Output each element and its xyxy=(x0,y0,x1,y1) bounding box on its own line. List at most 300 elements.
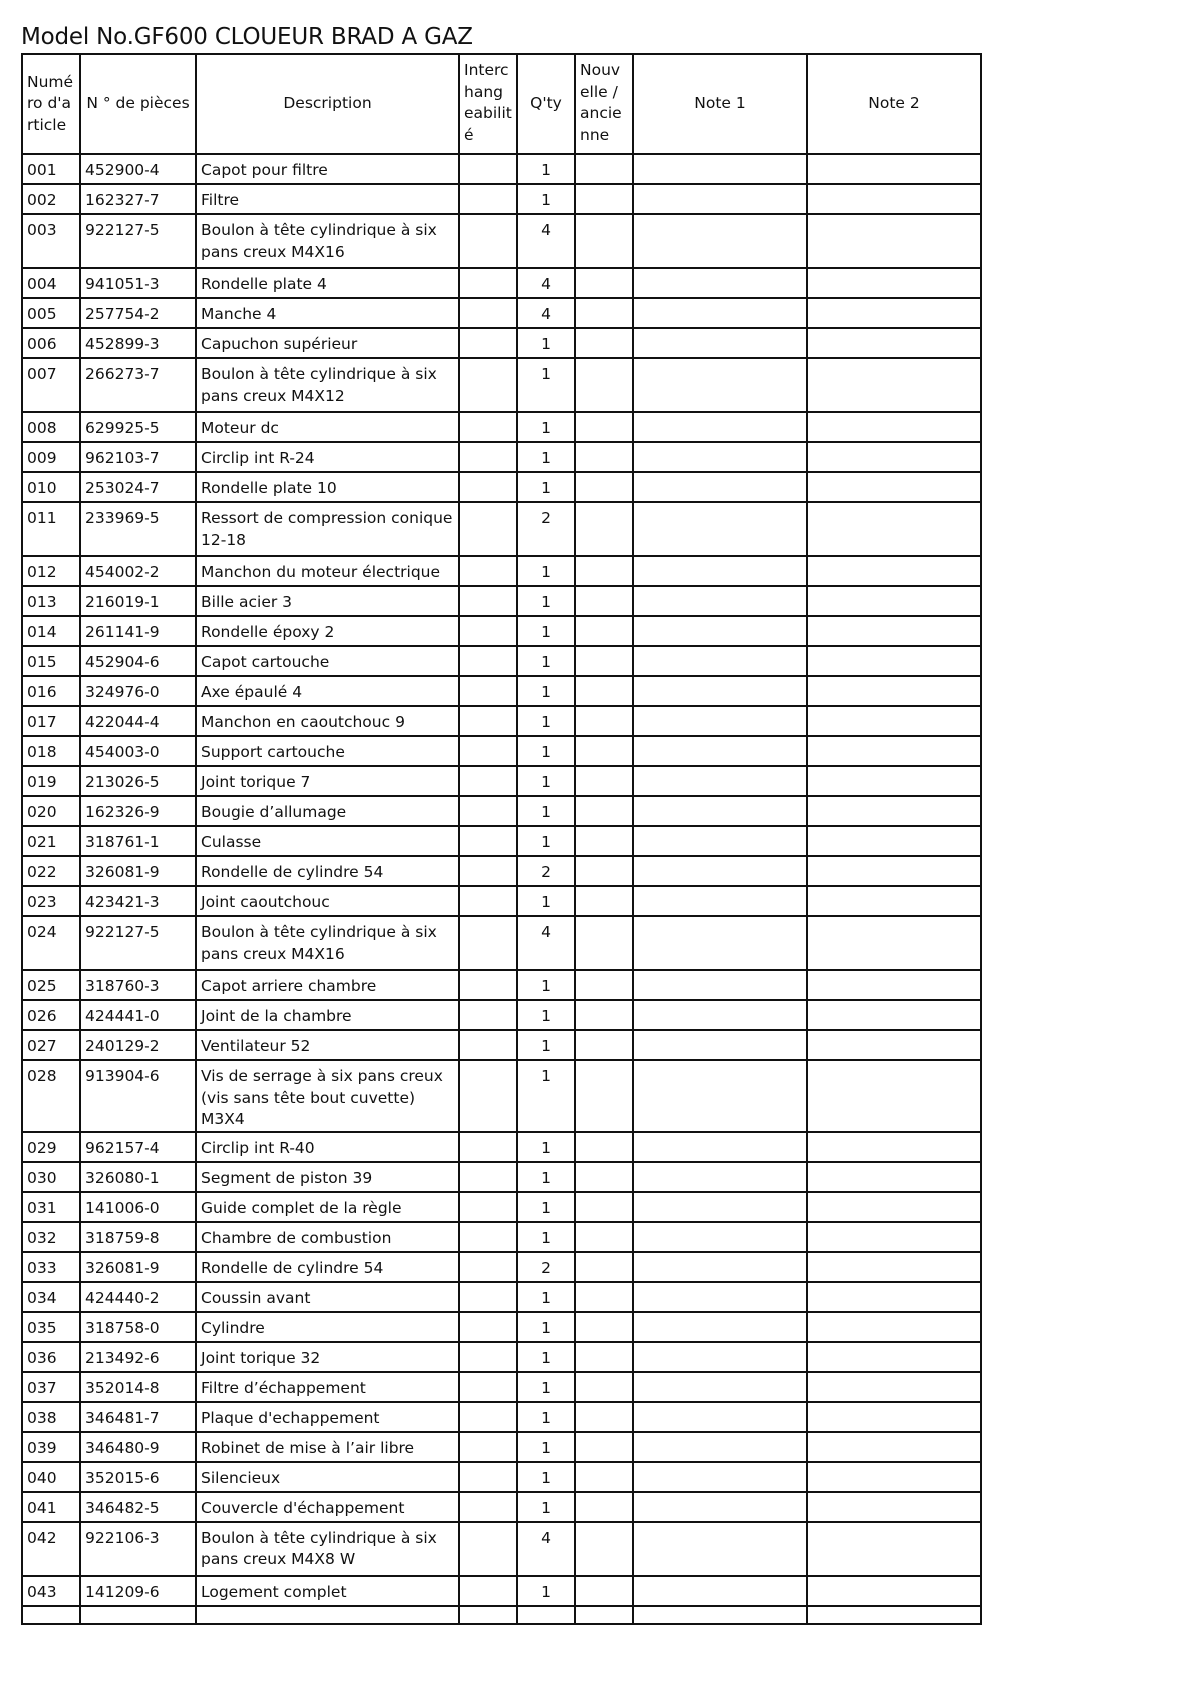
cell-part-number: 326081-9 xyxy=(80,1252,196,1282)
table-row xyxy=(22,1132,981,1162)
cell-interchangeability xyxy=(459,1342,517,1372)
cell-note-1 xyxy=(633,412,807,442)
cell-quantity: 1 xyxy=(517,1192,575,1222)
cell-note-1 xyxy=(633,970,807,1000)
empty-cell xyxy=(517,1606,575,1624)
cell-note-1 xyxy=(633,328,807,358)
cell-item-number: 030 xyxy=(22,1162,80,1192)
table-row xyxy=(22,154,981,184)
cell-note-2 xyxy=(807,916,981,970)
cell-note-1 xyxy=(633,184,807,214)
table-row xyxy=(22,358,981,412)
cell-item-number: 023 xyxy=(22,886,80,916)
cell-part-number: 324976-0 xyxy=(80,676,196,706)
cell-quantity: 1 xyxy=(517,676,575,706)
cell-item-number: 002 xyxy=(22,184,80,214)
cell-new-old xyxy=(575,1030,633,1060)
cell-item-number: 003 xyxy=(22,214,80,268)
table-row xyxy=(22,1462,981,1492)
cell-new-old xyxy=(575,556,633,586)
cell-new-old xyxy=(575,1000,633,1030)
cell-description: Logement complet xyxy=(196,1576,459,1606)
cell-quantity: 1 xyxy=(517,1000,575,1030)
cell-new-old xyxy=(575,616,633,646)
cell-description: Segment de piston 39 xyxy=(196,1162,459,1192)
cell-description: Robinet de mise à l’air libre xyxy=(196,1432,459,1462)
cell-description: Couvercle d'échappement xyxy=(196,1492,459,1522)
header-row xyxy=(22,54,981,154)
cell-description: Circlip int R-24 xyxy=(196,442,459,472)
cell-note-1 xyxy=(633,1030,807,1060)
cell-new-old xyxy=(575,826,633,856)
cell-note-2 xyxy=(807,1252,981,1282)
cell-note-1 xyxy=(633,214,807,268)
cell-part-number: 141006-0 xyxy=(80,1192,196,1222)
cell-part-number: 922127-5 xyxy=(80,214,196,268)
cell-note-1 xyxy=(633,1522,807,1576)
cell-interchangeability xyxy=(459,1372,517,1402)
cell-interchangeability xyxy=(459,442,517,472)
cell-item-number: 022 xyxy=(22,856,80,886)
cell-item-number: 015 xyxy=(22,646,80,676)
cell-note-1 xyxy=(633,916,807,970)
cell-note-1 xyxy=(633,646,807,676)
cell-item-number: 043 xyxy=(22,1576,80,1606)
cell-part-number: 253024-7 xyxy=(80,472,196,502)
cell-part-number: 452899-3 xyxy=(80,328,196,358)
cell-note-2 xyxy=(807,616,981,646)
cell-item-number: 024 xyxy=(22,916,80,970)
cell-part-number: 352014-8 xyxy=(80,1372,196,1402)
cell-interchangeability xyxy=(459,358,517,412)
table-row xyxy=(22,856,981,886)
cell-interchangeability xyxy=(459,886,517,916)
cell-note-2 xyxy=(807,1576,981,1606)
cell-part-number: 318760-3 xyxy=(80,970,196,1000)
cell-new-old xyxy=(575,646,633,676)
cell-note-1 xyxy=(633,886,807,916)
cell-new-old xyxy=(575,358,633,412)
cell-item-number: 038 xyxy=(22,1402,80,1432)
cell-note-1 xyxy=(633,442,807,472)
cell-part-number: 213026-5 xyxy=(80,766,196,796)
cell-note-2 xyxy=(807,1522,981,1576)
cell-item-number: 012 xyxy=(22,556,80,586)
cell-item-number: 005 xyxy=(22,298,80,328)
cell-new-old xyxy=(575,796,633,826)
cell-quantity: 1 xyxy=(517,1402,575,1432)
cell-part-number: 141209-6 xyxy=(80,1576,196,1606)
cell-note-2 xyxy=(807,1372,981,1402)
cell-quantity: 1 xyxy=(517,472,575,502)
cell-new-old xyxy=(575,706,633,736)
cell-interchangeability xyxy=(459,1576,517,1606)
cell-interchangeability xyxy=(459,1462,517,1492)
table-row xyxy=(22,1000,981,1030)
cell-note-2 xyxy=(807,1030,981,1060)
cell-note-2 xyxy=(807,184,981,214)
cell-new-old xyxy=(575,1576,633,1606)
cell-quantity: 1 xyxy=(517,556,575,586)
cell-description: Circlip int R-40 xyxy=(196,1132,459,1162)
cell-note-1 xyxy=(633,1402,807,1432)
cell-part-number: 352015-6 xyxy=(80,1462,196,1492)
cell-interchangeability xyxy=(459,1132,517,1162)
cell-part-number: 257754-2 xyxy=(80,298,196,328)
empty-cell xyxy=(459,1606,517,1624)
table-row xyxy=(22,766,981,796)
cell-quantity: 1 xyxy=(517,1060,575,1132)
cell-interchangeability xyxy=(459,796,517,826)
cell-description: Joint torique 32 xyxy=(196,1342,459,1372)
cell-part-number: 213492-6 xyxy=(80,1342,196,1372)
cell-note-2 xyxy=(807,1222,981,1252)
cell-note-2 xyxy=(807,826,981,856)
cell-new-old xyxy=(575,1060,633,1132)
cell-note-2 xyxy=(807,502,981,556)
cell-quantity: 1 xyxy=(517,886,575,916)
cell-part-number: 962157-4 xyxy=(80,1132,196,1162)
cell-quantity: 1 xyxy=(517,442,575,472)
cell-note-1 xyxy=(633,358,807,412)
cell-description: Capuchon supérieur xyxy=(196,328,459,358)
table-row xyxy=(22,1252,981,1282)
cell-part-number: 233969-5 xyxy=(80,502,196,556)
table-row xyxy=(22,886,981,916)
cell-description: Axe épaulé 4 xyxy=(196,676,459,706)
cell-item-number: 007 xyxy=(22,358,80,412)
cell-quantity: 1 xyxy=(517,826,575,856)
cell-description: Joint caoutchouc xyxy=(196,886,459,916)
cell-description: Manchon en caoutchouc 9 xyxy=(196,706,459,736)
cell-interchangeability xyxy=(459,826,517,856)
cell-note-1 xyxy=(633,1372,807,1402)
cell-description: Cylindre xyxy=(196,1312,459,1342)
cell-interchangeability xyxy=(459,1030,517,1060)
cell-note-2 xyxy=(807,646,981,676)
cell-interchangeability xyxy=(459,1060,517,1132)
cell-new-old xyxy=(575,1192,633,1222)
cell-part-number: 422044-4 xyxy=(80,706,196,736)
cell-note-2 xyxy=(807,298,981,328)
table-row xyxy=(22,1162,981,1192)
cell-part-number: 162327-7 xyxy=(80,184,196,214)
cell-quantity: 1 xyxy=(517,706,575,736)
cell-part-number: 318761-1 xyxy=(80,826,196,856)
cell-new-old xyxy=(575,268,633,298)
cell-interchangeability xyxy=(459,214,517,268)
cell-note-1 xyxy=(633,616,807,646)
cell-description: Moteur dc xyxy=(196,412,459,442)
cell-item-number: 006 xyxy=(22,328,80,358)
cell-quantity: 1 xyxy=(517,1462,575,1492)
table-row xyxy=(22,412,981,442)
table-row xyxy=(22,970,981,1000)
cell-description: Ventilateur 52 xyxy=(196,1030,459,1060)
cell-part-number: 629925-5 xyxy=(80,412,196,442)
cell-item-number: 025 xyxy=(22,970,80,1000)
table-row xyxy=(22,472,981,502)
cell-new-old xyxy=(575,328,633,358)
cell-new-old xyxy=(575,154,633,184)
table-row xyxy=(22,556,981,586)
cell-part-number: 326081-9 xyxy=(80,856,196,886)
cell-quantity: 1 xyxy=(517,1312,575,1342)
cell-interchangeability xyxy=(459,706,517,736)
cell-interchangeability xyxy=(459,1522,517,1576)
cell-description: Joint de la chambre xyxy=(196,1000,459,1030)
cell-note-2 xyxy=(807,358,981,412)
cell-note-2 xyxy=(807,676,981,706)
cell-note-1 xyxy=(633,1432,807,1462)
cell-new-old xyxy=(575,886,633,916)
cell-quantity: 1 xyxy=(517,1282,575,1312)
cell-interchangeability xyxy=(459,616,517,646)
empty-cell xyxy=(575,1606,633,1624)
table-row xyxy=(22,268,981,298)
empty-cell xyxy=(22,1606,80,1624)
cell-quantity: 4 xyxy=(517,268,575,298)
cell-new-old xyxy=(575,1462,633,1492)
cell-description: Filtre xyxy=(196,184,459,214)
cell-interchangeability xyxy=(459,1192,517,1222)
column-header-description: Description xyxy=(196,54,459,154)
cell-interchangeability xyxy=(459,1492,517,1522)
cell-item-number: 040 xyxy=(22,1462,80,1492)
table-row xyxy=(22,214,981,268)
cell-item-number: 021 xyxy=(22,826,80,856)
cell-quantity: 4 xyxy=(517,214,575,268)
cell-note-2 xyxy=(807,886,981,916)
cell-note-2 xyxy=(807,796,981,826)
cell-quantity: 1 xyxy=(517,1222,575,1252)
cell-description: Manchon du moteur électrique xyxy=(196,556,459,586)
cell-quantity: 1 xyxy=(517,1132,575,1162)
cell-item-number: 026 xyxy=(22,1000,80,1030)
cell-description: Support cartouche xyxy=(196,736,459,766)
cell-interchangeability xyxy=(459,1000,517,1030)
cell-item-number: 037 xyxy=(22,1372,80,1402)
cell-interchangeability xyxy=(459,328,517,358)
cell-description: Boulon à tête cylindrique à six pans creux M4X8 W xyxy=(196,1522,459,1576)
cell-description: Boulon à tête cylindrique à six pans creux M4X16 xyxy=(196,214,459,268)
cell-part-number: 424440-2 xyxy=(80,1282,196,1312)
cell-note-1 xyxy=(633,676,807,706)
cell-description: Capot arriere chambre xyxy=(196,970,459,1000)
cell-interchangeability xyxy=(459,1312,517,1342)
cell-quantity: 1 xyxy=(517,154,575,184)
cell-new-old xyxy=(575,1372,633,1402)
table-row xyxy=(22,442,981,472)
table-row xyxy=(22,1342,981,1372)
cell-note-2 xyxy=(807,1492,981,1522)
cell-interchangeability xyxy=(459,412,517,442)
table-row xyxy=(22,184,981,214)
cell-part-number: 261141-9 xyxy=(80,616,196,646)
cell-note-1 xyxy=(633,1462,807,1492)
cell-quantity: 1 xyxy=(517,358,575,412)
cell-note-1 xyxy=(633,1222,807,1252)
cell-interchangeability xyxy=(459,556,517,586)
page-title: Model No.GF600 CLOUEUR BRAD A GAZ xyxy=(21,24,473,50)
cell-interchangeability xyxy=(459,916,517,970)
table-row xyxy=(22,1192,981,1222)
table-row xyxy=(22,1492,981,1522)
cell-interchangeability xyxy=(459,856,517,886)
cell-interchangeability xyxy=(459,268,517,298)
column-header-quantity: Q'ty xyxy=(517,54,575,154)
cell-note-2 xyxy=(807,970,981,1000)
cell-note-2 xyxy=(807,1432,981,1462)
cell-new-old xyxy=(575,1252,633,1282)
cell-quantity: 1 xyxy=(517,184,575,214)
cell-item-number: 036 xyxy=(22,1342,80,1372)
cell-note-1 xyxy=(633,502,807,556)
cell-interchangeability xyxy=(459,646,517,676)
cell-note-1 xyxy=(633,1000,807,1030)
cell-item-number: 039 xyxy=(22,1432,80,1462)
cell-note-2 xyxy=(807,154,981,184)
cell-note-2 xyxy=(807,1192,981,1222)
cell-interchangeability xyxy=(459,736,517,766)
cell-description: Capot pour filtre xyxy=(196,154,459,184)
table-row xyxy=(22,1282,981,1312)
cell-quantity: 1 xyxy=(517,1432,575,1462)
cell-description: Rondelle époxy 2 xyxy=(196,616,459,646)
cell-part-number: 326080-1 xyxy=(80,1162,196,1192)
cell-item-number: 010 xyxy=(22,472,80,502)
cell-new-old xyxy=(575,766,633,796)
cell-quantity: 1 xyxy=(517,970,575,1000)
table-row xyxy=(22,826,981,856)
cell-new-old xyxy=(575,1132,633,1162)
cell-item-number: 011 xyxy=(22,502,80,556)
cell-note-2 xyxy=(807,214,981,268)
column-header-note-1: Note 1 xyxy=(633,54,807,154)
cell-new-old xyxy=(575,916,633,970)
cell-note-2 xyxy=(807,706,981,736)
cell-note-1 xyxy=(633,1060,807,1132)
cell-new-old xyxy=(575,1432,633,1462)
table-row xyxy=(22,646,981,676)
cell-quantity: 1 xyxy=(517,796,575,826)
cell-interchangeability xyxy=(459,1162,517,1192)
cell-note-1 xyxy=(633,586,807,616)
empty-cell xyxy=(633,1606,807,1624)
table-row xyxy=(22,1576,981,1606)
cell-note-2 xyxy=(807,1000,981,1030)
cell-description: Boulon à tête cylindrique à six pans creux M4X16 xyxy=(196,916,459,970)
table-row xyxy=(22,1312,981,1342)
cell-description: Rondelle de cylindre 54 xyxy=(196,1252,459,1282)
parts-table-body xyxy=(22,154,981,1624)
cell-new-old xyxy=(575,472,633,502)
table-row xyxy=(22,1030,981,1060)
table-row xyxy=(22,706,981,736)
cell-item-number: 001 xyxy=(22,154,80,184)
cell-part-number: 423421-3 xyxy=(80,886,196,916)
cell-note-2 xyxy=(807,586,981,616)
cell-new-old xyxy=(575,586,633,616)
cell-note-2 xyxy=(807,556,981,586)
cell-interchangeability xyxy=(459,586,517,616)
cell-item-number: 042 xyxy=(22,1522,80,1576)
cell-part-number: 962103-7 xyxy=(80,442,196,472)
cell-quantity: 4 xyxy=(517,298,575,328)
cell-description: Coussin avant xyxy=(196,1282,459,1312)
cell-item-number: 014 xyxy=(22,616,80,646)
cell-note-1 xyxy=(633,1282,807,1312)
cell-quantity: 4 xyxy=(517,1522,575,1576)
cell-item-number: 020 xyxy=(22,796,80,826)
cell-note-2 xyxy=(807,856,981,886)
cell-note-2 xyxy=(807,1312,981,1342)
cell-quantity: 2 xyxy=(517,1252,575,1282)
table-row xyxy=(22,328,981,358)
cell-new-old xyxy=(575,736,633,766)
cell-new-old xyxy=(575,298,633,328)
cell-item-number: 031 xyxy=(22,1192,80,1222)
cell-quantity: 2 xyxy=(517,502,575,556)
column-header-item-number: Numé ro d'a rticle xyxy=(22,54,80,154)
cell-interchangeability xyxy=(459,676,517,706)
cell-part-number: 922106-3 xyxy=(80,1522,196,1576)
column-header-part-number: N ° de pièces xyxy=(80,54,196,154)
cell-description: Rondelle plate 10 xyxy=(196,472,459,502)
cell-part-number: 454003-0 xyxy=(80,736,196,766)
cell-note-1 xyxy=(633,1162,807,1192)
cell-note-2 xyxy=(807,328,981,358)
cell-part-number: 454002-2 xyxy=(80,556,196,586)
table-row xyxy=(22,1060,981,1132)
cell-description: Joint torique 7 xyxy=(196,766,459,796)
cell-item-number: 016 xyxy=(22,676,80,706)
column-header-interchangeability: Interc hang eabilit é xyxy=(459,54,517,154)
cell-description: Silencieux xyxy=(196,1462,459,1492)
cell-new-old xyxy=(575,1282,633,1312)
cell-item-number: 004 xyxy=(22,268,80,298)
cell-new-old xyxy=(575,1312,633,1342)
cell-item-number: 035 xyxy=(22,1312,80,1342)
cell-new-old xyxy=(575,676,633,706)
cell-item-number: 033 xyxy=(22,1252,80,1282)
cell-description: Culasse xyxy=(196,826,459,856)
cell-part-number: 346481-7 xyxy=(80,1402,196,1432)
table-row xyxy=(22,796,981,826)
cell-interchangeability xyxy=(459,1402,517,1432)
cell-new-old xyxy=(575,1492,633,1522)
cell-interchangeability xyxy=(459,184,517,214)
cell-part-number: 922127-5 xyxy=(80,916,196,970)
cell-new-old xyxy=(575,412,633,442)
cell-quantity: 1 xyxy=(517,1576,575,1606)
empty-cell xyxy=(80,1606,196,1624)
cell-part-number: 240129-2 xyxy=(80,1030,196,1060)
cell-interchangeability xyxy=(459,1222,517,1252)
cell-description: Plaque d'echappement xyxy=(196,1402,459,1432)
cell-note-1 xyxy=(633,1192,807,1222)
table-row xyxy=(22,1372,981,1402)
column-header-note-2: Note 2 xyxy=(807,54,981,154)
table-row xyxy=(22,676,981,706)
cell-quantity: 1 xyxy=(517,736,575,766)
cell-quantity: 1 xyxy=(517,1342,575,1372)
cell-description: Bougie d’allumage xyxy=(196,796,459,826)
cell-quantity: 1 xyxy=(517,616,575,646)
cell-interchangeability xyxy=(459,1282,517,1312)
cell-part-number: 452904-6 xyxy=(80,646,196,676)
cell-quantity: 1 xyxy=(517,766,575,796)
